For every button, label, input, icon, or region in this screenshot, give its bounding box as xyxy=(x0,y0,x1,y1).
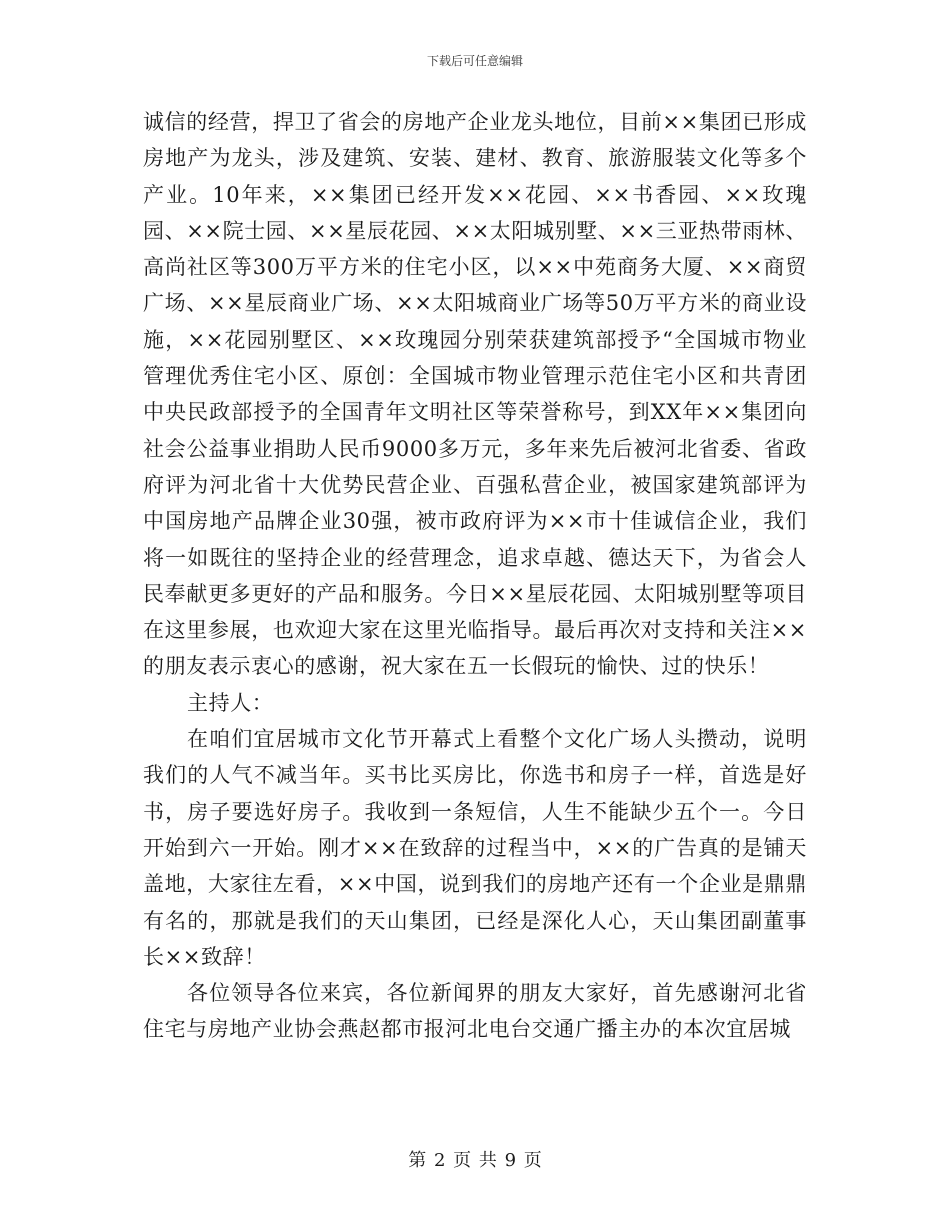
page-header xyxy=(0,53,950,69)
document-body xyxy=(143,104,807,1048)
paragraph-company-intro: 诚信的经营，捍卫了省会的房地产企业龙头地位，目前××集团已形成房地产为龙头，涉及建筑、安装、建材、教育、旅游服装文化等多个产业。10年来，××集团已经开发××花园、××书香园、××玫瑰园、××院士园、××星辰花园、××太阳城别墅、××三亚热带雨林、高尚社区等300万平方米的住宅小区，以××中苑商务大厦、××商贸广场、××星辰商业广场、××太阳城商业广场等50万平方米的商业设施，××花园别墅区、××玫瑰园分别荣获建筑部授予“全国城市物业管理优秀住宅小区、原创：全国城市物业管理示范住宅小区和共青团中央民政部授予的全国青年文明社区等荣誉称号，到XX年××集团向社会公益事业捐助人民币9000多万元，多年来先后被河北省委、省政府评为河北省十大优势民营企业、百强私营企业，被国家建筑部评为中国房地产品牌企业30强，被市政府评为××市十佳诚信企业，我们将一如既往的坚持企业的经营理念，追求卓越、德达天下，为省会人民奉献更多更好的产品和服务。今日××星辰花园、太阳城别墅等项目在这里参展，也欢迎大家在这里光临指导。最后再次对支持和关注××的朋友表示衷心的感谢，祝大家在五一长假玩的愉快、过的快乐！ xyxy=(143,110,807,679)
paragraph-host-speech: 在咱们宜居城市文化节开幕式上看整个文化广场人头攒动，说明我们的人气不减当年。买书比买房比，你选书和房子一样，首选是好书，房子要选好房子。我收到一条短信，人生不能缺少五个一。今日开始到六一开始。刚才××在致辞的过程当中，××的广告真的是铺天盖地，大家往左看，××中国，说到我们的房地产还有一个企业是鼎鼎有名的，那就是我们的天山集团，已经是深化人心，天山集团副董事长××致辞！ xyxy=(143,727,807,969)
paragraph-guest-speech: 各位领导各位来宾，各位新闻界的朋友大家好，首先感谢河北省住宅与房地产业协会燕赵都市报河北电台交通广播主办的本次宜居城 xyxy=(143,981,807,1042)
page-number: 第 2 页 共 9 页 xyxy=(408,1150,542,1171)
paragraph-host-label: 主持人： xyxy=(187,690,274,715)
header-note: 下载后可任意编辑 xyxy=(426,54,523,68)
page-footer xyxy=(0,1149,950,1173)
